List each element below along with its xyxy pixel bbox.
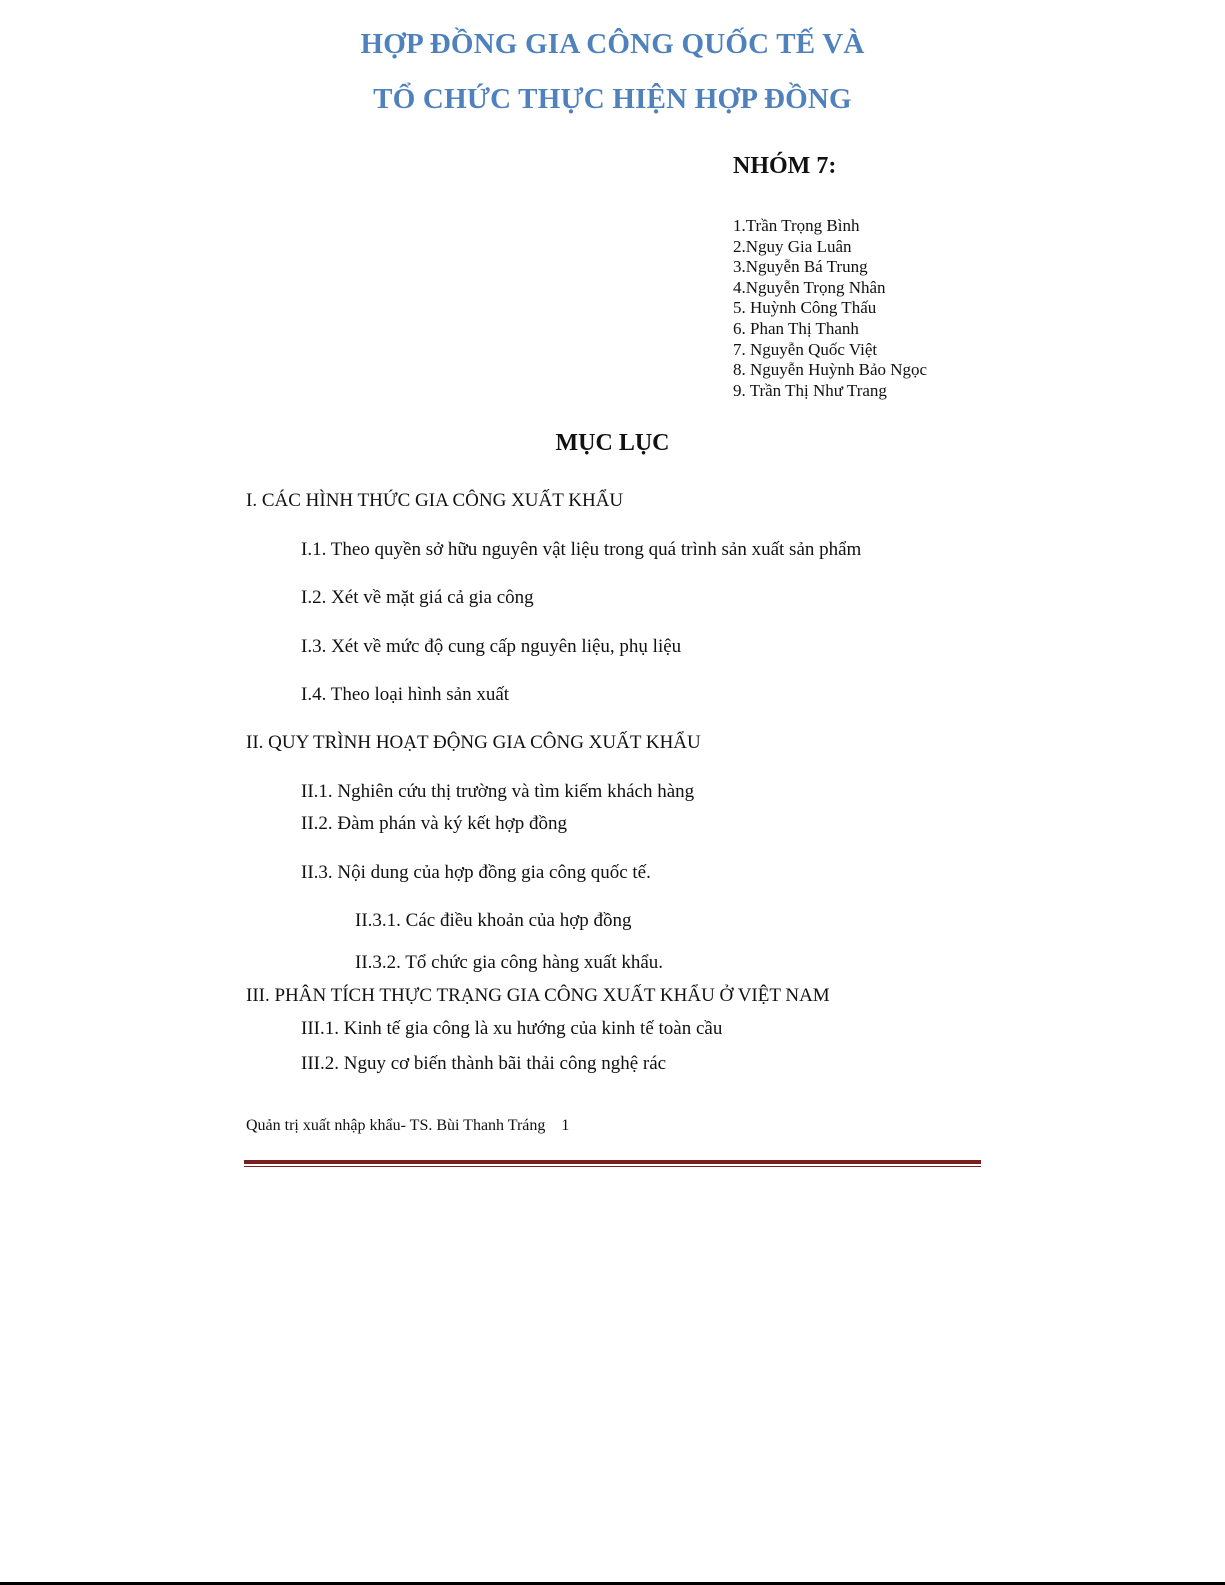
toc-entry-1-1: I.1. Theo quyền sở hữu nguyên vật liệu trong quá trình sản xuất sản phẩm <box>301 539 862 560</box>
toc-entry-1-2: I.2. Xét về mặt giá cả gia công <box>301 587 534 608</box>
page-number: 1 <box>561 1117 570 1134</box>
toc-entry-2-3: II.3. Nội dung của hợp đồng gia công quốc tế. <box>301 862 651 883</box>
toc-entry-3-2: III.2. Nguy cơ biến thành bãi thải công nghệ rác <box>301 1053 667 1074</box>
toc-entry-2-3-2: II.3.2. Tổ chức gia công hàng xuất khẩu. <box>355 952 664 973</box>
toc-entry-2-1: II.1. Nghiên cứu thị trường và tìm kiếm khách hàng <box>301 781 695 802</box>
footer-divider-thin <box>244 1166 981 1167</box>
member-item: 3.Nguyễn Bá Trung <box>733 257 868 277</box>
member-item: 5. Huỳnh Công Thấu <box>733 298 877 318</box>
toc-section-2: II. QUY TRÌNH HOẠT ĐỘNG GIA CÔNG XUẤT KHẨU <box>246 732 701 753</box>
document-title-line-2: TỔ CHỨC THỰC HIỆN HỢP ĐỒNG <box>373 83 852 115</box>
toc-entry-1-4: I.4. Theo loại hình sản xuất <box>301 684 510 705</box>
group-label: NHÓM 7: <box>733 153 837 179</box>
member-list <box>733 216 927 401</box>
footer-course-text: Quản trị xuất nhập khẩu- TS. Bùi Thanh Tráng <box>246 1117 546 1134</box>
toc-entry-3-1: III.1. Kinh tế gia công là xu hướng của kinh tế toàn cầu <box>301 1018 723 1039</box>
member-item: 7. Nguyễn Quốc Việt <box>733 339 878 359</box>
document-title-line-1: HỢP ĐỒNG GIA CÔNG QUỐC TẾ VÀ <box>360 28 865 60</box>
footer-divider-thick <box>244 1160 981 1164</box>
member-item: 1.Trần Trọng Bình <box>733 216 860 235</box>
member-item: 4.Nguyễn Trọng Nhân <box>733 277 886 297</box>
member-item: 2.Nguy Gia Luân <box>733 236 852 256</box>
page-footer <box>246 1117 569 1135</box>
toc-section-3: III. PHÂN TÍCH THỰC TRẠNG GIA CÔNG XUẤT KHẨU Ở VIỆT NAM <box>246 985 830 1006</box>
toc-title: MỤC LỤC <box>555 430 670 456</box>
member-item: 8. Nguyễn Huỳnh Bảo Ngọc <box>733 360 928 380</box>
toc-section-1: I. CÁC HÌNH THỨC GIA CÔNG XUẤT KHẨU <box>246 490 624 511</box>
member-item: 9. Trần Thị Như Trang <box>733 380 887 400</box>
member-item: 6. Phan Thị Thanh <box>733 318 859 338</box>
toc-entry-2-3-1: II.3.1. Các điều khoản của hợp đồng <box>355 910 632 931</box>
toc-entry-2-2: II.2. Đàm phán và ký kết hợp đồng <box>301 813 567 834</box>
toc-entry-1-3: I.3. Xét về mức độ cung cấp nguyên liệu, phụ liệu <box>301 636 682 657</box>
